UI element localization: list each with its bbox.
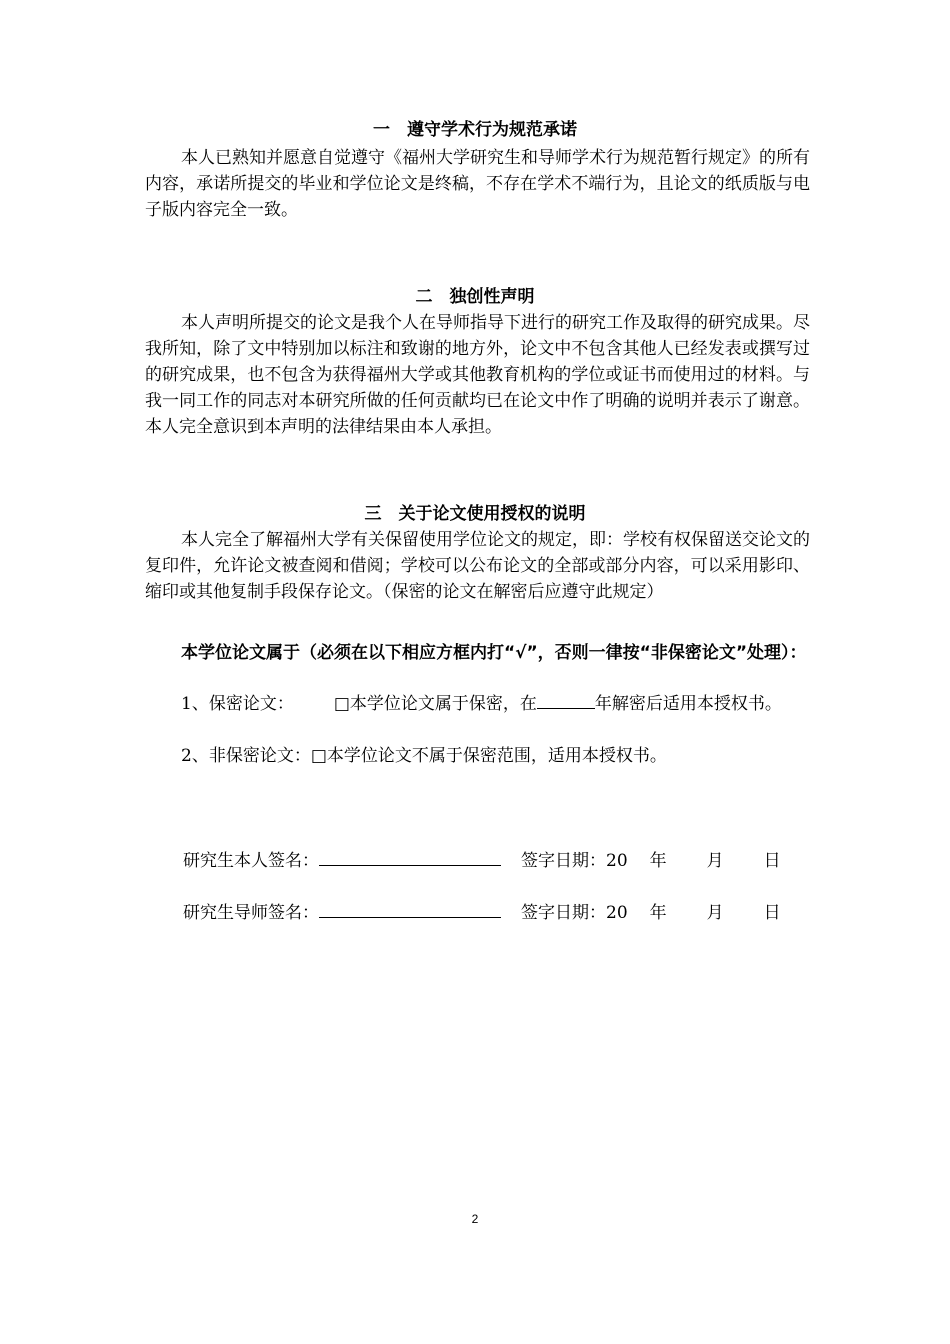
- student-date-month: 月: [706, 851, 724, 871]
- student-signature-row: [183, 847, 781, 874]
- section1-title: 一 遵守学术行为规范承诺: [373, 120, 577, 140]
- classification-option-2: [145, 743, 810, 769]
- section1-body: 本人已熟知并愿意自觉遵守《福州大学研究生和导师学术行为规范暂行规定》的所有内容，承诺所提交的毕业和学位论文是终稿，不存在学术不端行为，且论文的纸质版与电子版内容完全一致。: [145, 148, 810, 220]
- option1-label: 1、保密论文：: [181, 694, 294, 714]
- option2-checkbox-text[interactable]: □本学位论文不属于保密范围，适用本授权书。: [310, 746, 667, 766]
- section3-body: 本人完全了解福州大学有关保留使用学位论文的规定，即：学校有权保留送交论文的复印件，允许论文被查阅和借阅；学校可以公布论文的全部或部分内容，可以采用影印、缩印或其他复制手段保存论文。（保密的论文在解密后应遵守此规定）: [145, 530, 810, 602]
- option1-text-end: 年解密后适用本授权书。: [594, 694, 782, 714]
- student-date-day: 日: [763, 851, 781, 871]
- section2-body: 本人声明所提交的论文是我个人在导师指导下进行的研究工作及取得的研究成果。尽我所知，除了文中特别加以标注和致谢的地方外，论文中不包含其他人已经发表或撰写过的研究成果，也不包含为获得福州大学或其他教育机构的学位或证书而使用过的材料。与我一同工作的同志对本研究所做的任何贡献均已在论文中作了明确的说明并表示了谢意。本人完全意识到本声明的法律结果由本人承担。: [145, 313, 810, 437]
- option2-label: 2、非保密论文：: [181, 746, 311, 766]
- student-date-label: 签字日期：20: [521, 851, 628, 871]
- page-number: 2: [471, 1212, 479, 1226]
- classification-option-1: [145, 691, 810, 717]
- student-date-year: 年: [649, 851, 667, 871]
- decrypt-year-blank[interactable]: [537, 691, 595, 709]
- option1-checkbox-text[interactable]: □本学位论文属于保密，在: [333, 694, 537, 714]
- advisor-date-label: 签字日期：20: [521, 903, 628, 923]
- advisor-date-month: 月: [706, 903, 724, 923]
- advisor-signature-row: [183, 899, 781, 926]
- advisor-date-year: 年: [649, 903, 667, 923]
- classification-instruction: 本学位论文属于（必须在以下相应方框内打“√”，否则一律按“非保密论文”处理）：: [181, 643, 807, 663]
- student-signature-label: 研究生本人签名：: [183, 851, 319, 871]
- advisor-signature-label: 研究生导师签名：: [183, 903, 319, 923]
- section3-title: 三 关于论文使用授权的说明: [364, 504, 586, 524]
- advisor-signature-line[interactable]: [319, 899, 501, 918]
- advisor-date-day: 日: [763, 903, 781, 923]
- section2-title: 二 独创性声明: [415, 287, 535, 307]
- student-signature-line[interactable]: [319, 847, 501, 866]
